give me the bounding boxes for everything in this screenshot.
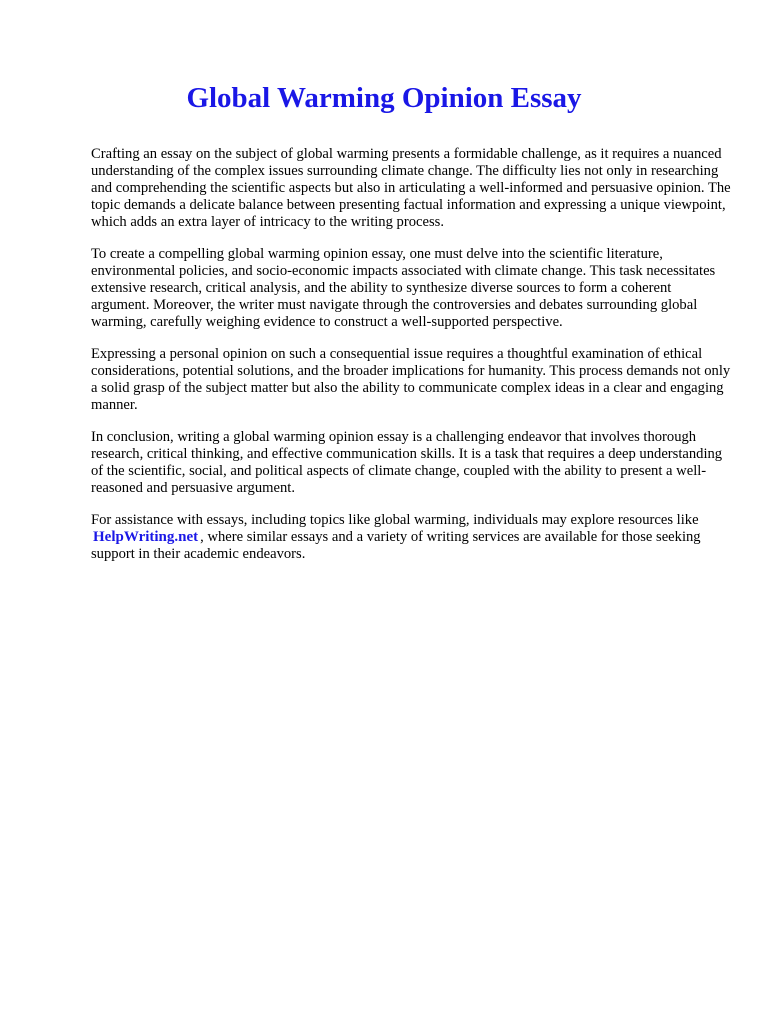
closing-paragraph bbox=[91, 512, 731, 563]
paragraph-1: Crafting an essay on the subject of global warming presents a formidable challenge, as it requires a nuanced understanding of the complex issues surrounding climate change. The difficulty lies not only in researching and comprehending the scientific aspects but also in articulating a well-informed and persuasive opinion. The topic demands a delicate balance between presenting factual information and expressing a unique viewpoint, which adds an extra layer of intricacy to the writing process. bbox=[91, 146, 731, 230]
document-body bbox=[91, 146, 731, 578]
paragraph-3: Expressing a personal opinion on such a consequential issue requires a thoughtful examination of ethical considerations, potential solutions, and the broader implications for humanity. This process demands not only a solid grasp of the subject matter but also the ability to communicate complex ideas in a clear and engaging manner. bbox=[91, 346, 731, 413]
closing-text-before-link: For assistance with essays, including topics like global warming, individuals may explore resources like bbox=[91, 512, 699, 528]
paragraph-2: To create a compelling global warming opinion essay, one must delve into the scientific literature, environmental policies, and socio-economic impacts associated with climate change. This task necessitates extensive research, critical analysis, and the ability to synthesize diverse sources to form a coherent argument. Moreover, the writer must navigate through the controversies and debates surrounding global warming, carefully weighing evidence to construct a well-supported perspective. bbox=[91, 246, 716, 330]
closing-text-after-link: , where similar essays and a variety of writing services are available for those seeking support in their academic endeavors. bbox=[91, 529, 701, 562]
document-title: Global Warming Opinion Essay bbox=[186, 82, 582, 114]
paragraph-4: In conclusion, writing a global warming opinion essay is a challenging endeavor that involves thorough research, critical thinking, and effective communication skills. It is a task that requires a deep understanding of the scientific, social, and political aspects of climate change, coupled with the ability to present a well-reasoned and persuasive argument. bbox=[91, 429, 723, 496]
helpwriting-link[interactable]: HelpWriting.net bbox=[93, 529, 199, 545]
